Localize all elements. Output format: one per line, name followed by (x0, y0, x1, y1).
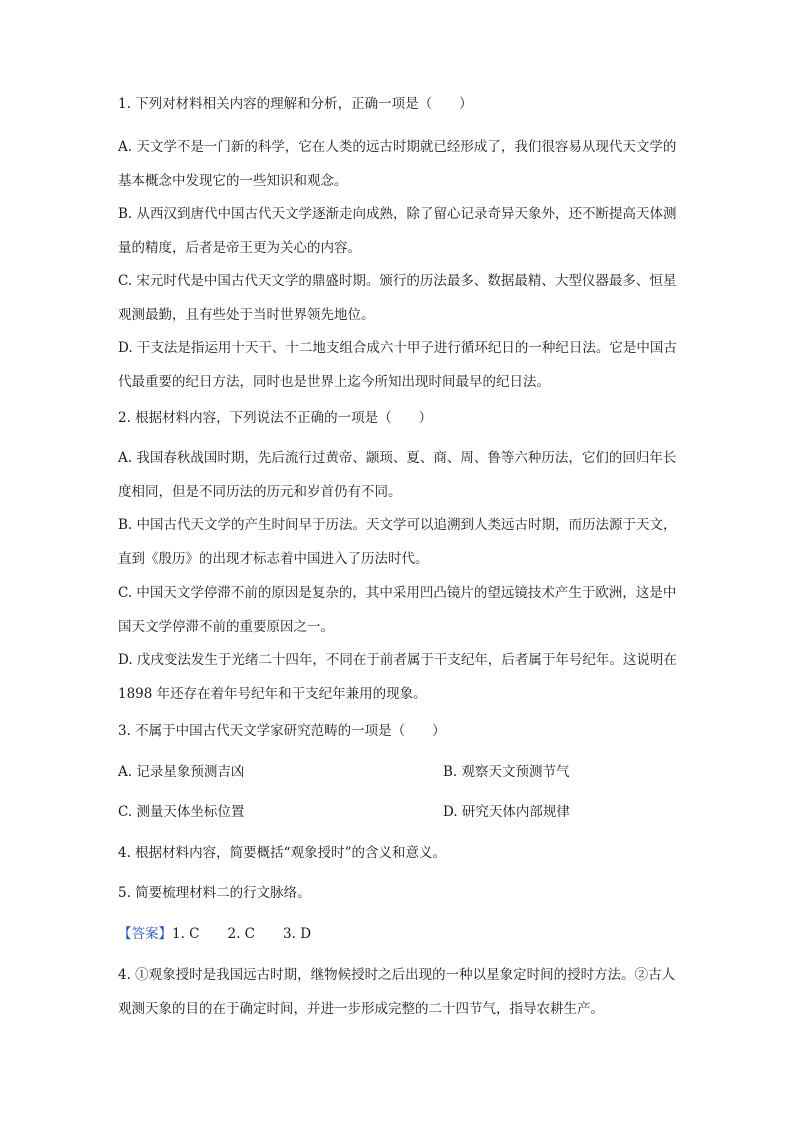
answer-2: 2. C (227, 926, 256, 942)
answer-line (118, 924, 311, 944)
q3-option-b: B. 观察天文预测节气 (443, 764, 570, 780)
q2-option-b: B. 中国古代天文学的产生时间早于历法。天文学可以追溯到人类远古时期，而历法源于天文，直到《殷历》的出现才标志着中国进入了历法时代。 (118, 517, 677, 567)
answer-1: 1. C (172, 926, 200, 942)
q1-stem: 1. 下列对材料相关内容的理解和分析，正确一项是（ ） (118, 96, 473, 112)
q3-stem: 3. 不属于中国古代天文学家研究范畴的一项是（ ） (118, 723, 446, 739)
q3-options-row-1 (118, 762, 684, 782)
q3-options-row-2 (118, 802, 684, 822)
q3-option-c: C. 测量天体坐标位置 (118, 804, 245, 820)
q1-option-c: C. 宋元时代是中国古代天文学的鼎盛时期。颁行的历法最多、数据最精、大型仪器最多、恒星观测最勤，且有些处于当时世界领先地位。 (118, 273, 677, 323)
q3-option-d: D. 研究天体内部规律 (443, 804, 570, 820)
answer-4: 4. ①观象授时是我国远古时期，继物候授时之后出现的一种以星象定时间的授时方法。②古人观测天象的目的在于确定时间，并进一步形成完整的二十四节气，指导农耕生产。 (118, 967, 676, 1017)
q1-option-d: D. 干支法是指运用十天干、十二地支组合成六十甲子进行循环纪日的一种纪日法。它是中国古代最重要的纪日方法，同时也是世界上迄今所知出现时间最早的纪日法。 (118, 340, 677, 390)
q2-option-d: D. 戊戌变法发生于光绪二十四年，不同在于前者属于干支纪年，后者属于年号纪年。这说明在 1898 年还存在着年号纪年和干支纪年兼用的现象。 (118, 652, 677, 702)
q4-stem: 4. 根据材料内容，简要概括“观象授时”的含义和意义。 (118, 845, 446, 861)
q2-option-c: C. 中国天文学停滞不前的原因是复杂的，其中采用凹凸镜片的望远镜技术产生于欧洲，这是中国天文学停滞不前的重要原因之一。 (118, 585, 677, 635)
q1-option-b: B. 从西汉到唐代中国古代天文学逐渐走向成熟，除了留心记录奇异天象外，还不断提高天体测量的精度，后者是帝王更为关心的内容。 (118, 206, 677, 256)
q1-option-a: A. 天文学不是一门新的科学，它在人类的远古时期就已经形成了，我们很容易从现代天文学的基本概念中发现它的一些知识和观念。 (118, 139, 677, 189)
q2-stem: 2. 根据材料内容，下列说法不正确的一项是（ ） (118, 410, 433, 426)
q2-option-a: A. 我国春秋战国时期，先后流行过黄帝、颛顼、夏、商、周、鲁等六种历法，它们的回归年长度相同，但是不同历法的历元和岁首仍有不同。 (118, 450, 677, 500)
q5-stem: 5. 简要梳理材料二的行文脉络。 (118, 885, 311, 901)
answer-tag: 【答案】 (118, 926, 172, 942)
q3-option-a: A. 记录星象预测吉凶 (118, 764, 245, 780)
answer-3: 3. D (283, 926, 312, 942)
